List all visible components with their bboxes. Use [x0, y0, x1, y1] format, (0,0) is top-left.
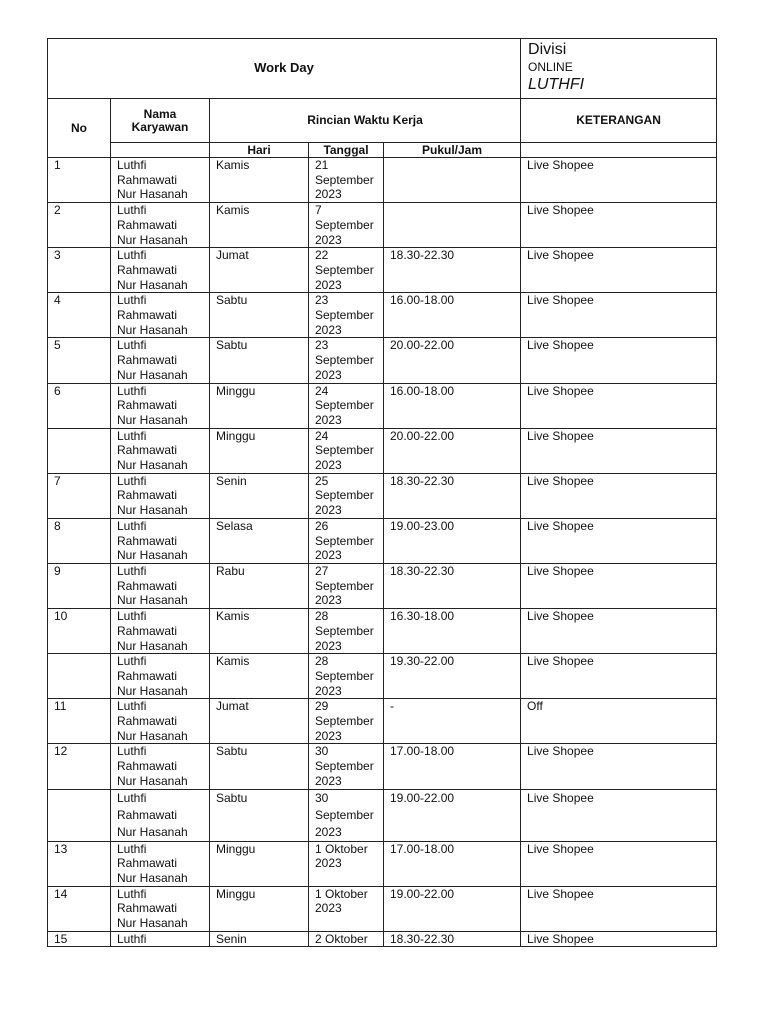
- row-name: [111, 699, 210, 744]
- row-tanggal-line: September: [315, 623, 374, 638]
- row-name-line: Luthfi: [117, 699, 147, 714]
- row-hari: Minggu: [210, 841, 309, 886]
- row-tanggal: [309, 338, 384, 383]
- row-tanggal-line: 24: [315, 428, 329, 443]
- row-pukul: 18.30-22.30: [384, 473, 521, 518]
- row-keterangan: Live Shopee: [521, 789, 717, 841]
- row-name-line: Nur Hasanah: [117, 503, 188, 518]
- row-name-line: Rahmawati: [117, 398, 178, 413]
- row-pukul: [384, 158, 521, 203]
- table-row: [48, 699, 717, 744]
- row-name-line: Luthfi: [117, 886, 147, 901]
- table-row: [48, 563, 717, 608]
- page-title: Work Day: [48, 39, 521, 99]
- row-hari: Kamis: [210, 203, 309, 248]
- row-no: 6: [48, 383, 111, 428]
- row-hari: Kamis: [210, 654, 309, 699]
- row-name: [111, 518, 210, 563]
- table-row: [48, 428, 717, 473]
- row-tanggal: [309, 789, 384, 841]
- row-hari: Sabtu: [210, 338, 309, 383]
- row-pukul: 19.00-22.00: [384, 789, 521, 841]
- row-name-line: Nur Hasanah: [117, 773, 188, 788]
- row-name-line: Luthfi: [117, 841, 147, 856]
- col-header-nama-blank: [111, 143, 210, 158]
- row-tanggal: [309, 699, 384, 744]
- row-keterangan: Live Shopee: [521, 654, 717, 699]
- row-name-line: Rahmawati: [117, 807, 178, 822]
- row-tanggal-line: 2023: [315, 683, 342, 698]
- row-tanggal-line: September: [315, 308, 374, 323]
- row-name-line: Luthfi: [117, 338, 147, 353]
- row-name-line: Nur Hasanah: [117, 322, 188, 337]
- row-tanggal-line: 2023: [315, 548, 342, 563]
- table-row: [48, 473, 717, 518]
- table-row: [48, 744, 717, 789]
- table-row: [48, 609, 717, 654]
- row-name-line: Rahmawati: [117, 578, 178, 593]
- row-tanggal-line: 2 Oktober: [315, 931, 368, 946]
- table-row: [48, 248, 717, 293]
- table-row: [48, 383, 717, 428]
- row-tanggal-line: September: [315, 578, 374, 593]
- row-no: [48, 428, 111, 473]
- table-row: [48, 338, 717, 383]
- row-name: [111, 789, 210, 841]
- row-name-line: Nur Hasanah: [117, 232, 188, 247]
- row-tanggal: [309, 518, 384, 563]
- row-pukul: 18.30-22.30: [384, 563, 521, 608]
- row-name: [111, 609, 210, 654]
- row-tanggal: [309, 383, 384, 428]
- row-tanggal-line: 25: [315, 473, 329, 488]
- table-row: [48, 293, 717, 338]
- col-header-tanggal: Tanggal: [309, 143, 384, 158]
- row-name-line: Rahmawati: [117, 901, 178, 916]
- row-tanggal-line: 2023: [315, 593, 342, 608]
- row-name-line: Rahmawati: [117, 353, 178, 368]
- row-tanggal-line: 7: [315, 203, 322, 218]
- row-no: [48, 789, 111, 841]
- row-keterangan: Live Shopee: [521, 744, 717, 789]
- row-keterangan: Live Shopee: [521, 473, 717, 518]
- row-name-line: Nur Hasanah: [117, 824, 188, 839]
- row-name-line: Luthfi: [117, 473, 147, 488]
- table-row: [48, 158, 717, 203]
- row-hari: Senin: [210, 931, 309, 947]
- row-tanggal-line: 24: [315, 383, 329, 398]
- row-hari: Rabu: [210, 563, 309, 608]
- table-row: [48, 841, 717, 886]
- row-hari: Sabtu: [210, 789, 309, 841]
- row-tanggal-line: September: [315, 714, 374, 729]
- row-tanggal: [309, 203, 384, 248]
- row-tanggal-line: 2023: [315, 277, 342, 292]
- row-tanggal-line: September: [315, 668, 374, 683]
- row-tanggal: [309, 744, 384, 789]
- row-no: 14: [48, 886, 111, 931]
- row-keterangan: Live Shopee: [521, 841, 717, 886]
- row-keterangan: Live Shopee: [521, 338, 717, 383]
- row-pukul: 19.00-22.00: [384, 886, 521, 931]
- row-tanggal-line: 2023: [315, 773, 342, 788]
- table-row: [48, 654, 717, 699]
- table-row: [48, 789, 717, 841]
- row-hari: Jumat: [210, 248, 309, 293]
- row-pukul: [384, 203, 521, 248]
- row-name-line: Luthfi: [117, 744, 147, 759]
- row-no: 5: [48, 338, 111, 383]
- row-hari: Kamis: [210, 158, 309, 203]
- row-no: 7: [48, 473, 111, 518]
- row-tanggal-line: 30: [315, 790, 329, 805]
- row-name-line: Nur Hasanah: [117, 593, 188, 608]
- row-hari: Selasa: [210, 518, 309, 563]
- row-tanggal-line: 26: [315, 518, 329, 533]
- row-tanggal: [309, 158, 384, 203]
- row-name-line: Nur Hasanah: [117, 728, 188, 743]
- row-pukul: 20.00-22.00: [384, 428, 521, 473]
- row-name-line: Luthfi: [117, 563, 147, 578]
- table-row: [48, 203, 717, 248]
- row-name-line: Nur Hasanah: [117, 638, 188, 653]
- row-no: 3: [48, 248, 111, 293]
- row-hari: Jumat: [210, 699, 309, 744]
- row-no: 12: [48, 744, 111, 789]
- row-tanggal-line: 2023: [315, 856, 342, 871]
- row-no: 8: [48, 518, 111, 563]
- row-name-line: Luthfi: [117, 158, 147, 172]
- row-no: 4: [48, 293, 111, 338]
- row-name-line: Nur Hasanah: [117, 916, 188, 931]
- col-header-no: No: [48, 99, 111, 158]
- row-tanggal: [309, 563, 384, 608]
- row-name: [111, 931, 210, 947]
- row-name-line: Nur Hasanah: [117, 548, 188, 563]
- row-tanggal-line: 23: [315, 293, 329, 308]
- row-name-line: Rahmawati: [117, 623, 178, 638]
- row-tanggal-line: 2023: [315, 322, 342, 337]
- row-name: [111, 886, 210, 931]
- row-pukul: 20.00-22.00: [384, 338, 521, 383]
- row-name: [111, 203, 210, 248]
- row-name-line: Luthfi: [117, 790, 147, 805]
- row-name-line: Luthfi: [117, 654, 147, 669]
- row-tanggal-line: September: [315, 217, 374, 232]
- row-tanggal-line: September: [315, 759, 374, 774]
- row-name-line: Luthfi: [117, 931, 147, 946]
- row-no: 10: [48, 609, 111, 654]
- row-name-line: Rahmawati: [117, 533, 178, 548]
- row-name: [111, 338, 210, 383]
- col-header-nama: Nama Karyawan: [111, 99, 210, 143]
- row-name-line: Luthfi: [117, 383, 147, 398]
- row-tanggal-line: 2023: [315, 824, 342, 839]
- row-name-line: Luthfi: [117, 203, 147, 218]
- row-name-line: Rahmawati: [117, 488, 178, 503]
- row-pukul: 18.30-22.30: [384, 931, 521, 947]
- row-name: [111, 563, 210, 608]
- row-no: 1: [48, 158, 111, 203]
- row-tanggal-line: September: [315, 443, 374, 458]
- col-header-hari: Hari: [210, 143, 309, 158]
- row-tanggal: [309, 931, 384, 947]
- row-name-line: Rahmawati: [117, 172, 178, 187]
- divisi-value: ONLINE: [528, 60, 573, 74]
- row-tanggal-line: 22: [315, 248, 329, 263]
- row-keterangan: Live Shopee: [521, 931, 717, 947]
- row-tanggal-line: 28: [315, 654, 329, 669]
- row-pukul: 18.30-22.30: [384, 248, 521, 293]
- row-pukul: 17.00-18.00: [384, 744, 521, 789]
- row-tanggal-line: 1 Oktober: [315, 841, 368, 856]
- row-tanggal: [309, 841, 384, 886]
- person-name: LUTHFI: [528, 76, 585, 93]
- row-pukul: 16.00-18.00: [384, 293, 521, 338]
- divisi-cell: [521, 39, 717, 99]
- row-hari: Minggu: [210, 383, 309, 428]
- row-keterangan: Live Shopee: [521, 563, 717, 608]
- row-tanggal-line: 29: [315, 699, 329, 714]
- row-tanggal-line: 2023: [315, 412, 342, 427]
- row-name-line: Luthfi: [117, 248, 147, 263]
- row-tanggal-line: 30: [315, 744, 329, 759]
- row-tanggal-line: 2023: [315, 232, 342, 247]
- row-tanggal-line: 2023: [315, 367, 342, 382]
- col-header-ket-blank: [521, 143, 717, 158]
- row-pukul: 19.30-22.00: [384, 654, 521, 699]
- row-tanggal-line: 1 Oktober: [315, 886, 368, 901]
- row-tanggal-line: 2023: [315, 187, 342, 202]
- row-name-line: Luthfi: [117, 609, 147, 624]
- row-no: 9: [48, 563, 111, 608]
- row-tanggal-line: 2023: [315, 901, 342, 916]
- row-tanggal-line: September: [315, 533, 374, 548]
- row-tanggal: [309, 428, 384, 473]
- row-tanggal-line: September: [315, 807, 374, 822]
- row-name: [111, 158, 210, 203]
- row-name: [111, 248, 210, 293]
- row-tanggal: [309, 654, 384, 699]
- work-day-table: [47, 38, 717, 947]
- row-name-line: Nur Hasanah: [117, 187, 188, 202]
- row-no: 15: [48, 931, 111, 947]
- row-name-line: Nur Hasanah: [117, 458, 188, 473]
- row-pukul: 17.00-18.00: [384, 841, 521, 886]
- row-name-line: Rahmawati: [117, 217, 178, 232]
- row-name: [111, 744, 210, 789]
- row-name: [111, 841, 210, 886]
- row-tanggal: [309, 473, 384, 518]
- row-tanggal-line: 27: [315, 563, 329, 578]
- row-keterangan: Live Shopee: [521, 609, 717, 654]
- row-no: 2: [48, 203, 111, 248]
- col-header-pukul: Pukul/Jam: [384, 143, 521, 158]
- row-no: [48, 654, 111, 699]
- row-hari: Senin: [210, 473, 309, 518]
- row-keterangan: Live Shopee: [521, 383, 717, 428]
- row-pukul: 16.00-18.00: [384, 383, 521, 428]
- row-name-line: Rahmawati: [117, 308, 178, 323]
- row-tanggal-line: 2023: [315, 503, 342, 518]
- table-row: [48, 931, 717, 947]
- row-tanggal-line: September: [315, 398, 374, 413]
- row-hari: Sabtu: [210, 744, 309, 789]
- col-header-rincian: Rincian Waktu Kerja: [210, 99, 521, 143]
- row-name: [111, 293, 210, 338]
- row-name-line: Rahmawati: [117, 759, 178, 774]
- row-no: 13: [48, 841, 111, 886]
- row-name: [111, 473, 210, 518]
- row-keterangan: Live Shopee: [521, 293, 717, 338]
- row-tanggal: [309, 293, 384, 338]
- row-tanggal-line: September: [315, 353, 374, 368]
- table-row: [48, 518, 717, 563]
- row-hari: Kamis: [210, 609, 309, 654]
- row-tanggal-line: September: [315, 488, 374, 503]
- row-name-line: Rahmawati: [117, 714, 178, 729]
- row-name: [111, 654, 210, 699]
- row-name: [111, 383, 210, 428]
- row-keterangan: Live Shopee: [521, 428, 717, 473]
- row-name: [111, 428, 210, 473]
- row-hari: Sabtu: [210, 293, 309, 338]
- col-header-keterangan: KETERANGAN: [521, 99, 717, 143]
- row-keterangan: Live Shopee: [521, 158, 717, 203]
- row-pukul: -: [384, 699, 521, 744]
- row-name-line: Rahmawati: [117, 668, 178, 683]
- table-body: [48, 158, 717, 947]
- row-name-line: Luthfi: [117, 518, 147, 533]
- row-keterangan: Live Shopee: [521, 203, 717, 248]
- row-tanggal-line: September: [315, 172, 374, 187]
- row-pukul: 19.00-23.00: [384, 518, 521, 563]
- row-name-line: Nur Hasanah: [117, 683, 188, 698]
- divisi-label: Divisi: [528, 41, 567, 58]
- row-tanggal-line: 21: [315, 158, 329, 172]
- row-name-line: Rahmawati: [117, 443, 178, 458]
- row-tanggal: [309, 248, 384, 293]
- row-hari: Minggu: [210, 428, 309, 473]
- row-name-line: Nur Hasanah: [117, 367, 188, 382]
- row-tanggal-line: 2023: [315, 728, 342, 743]
- row-name-line: Nur Hasanah: [117, 277, 188, 292]
- row-pukul: 16.30-18.00: [384, 609, 521, 654]
- row-tanggal-line: 2023: [315, 458, 342, 473]
- row-tanggal-line: 28: [315, 609, 329, 624]
- row-hari: Minggu: [210, 886, 309, 931]
- row-tanggal: [309, 609, 384, 654]
- row-name-line: Rahmawati: [117, 856, 178, 871]
- row-keterangan: Live Shopee: [521, 248, 717, 293]
- row-name-line: Luthfi: [117, 428, 147, 443]
- row-tanggal: [309, 886, 384, 931]
- table-row: [48, 886, 717, 931]
- row-keterangan: Off: [521, 699, 717, 744]
- row-keterangan: Live Shopee: [521, 518, 717, 563]
- row-tanggal-line: 2023: [315, 638, 342, 653]
- row-no: 11: [48, 699, 111, 744]
- row-name-line: Rahmawati: [117, 262, 178, 277]
- row-tanggal-line: 23: [315, 338, 329, 353]
- row-tanggal-line: September: [315, 262, 374, 277]
- row-name-line: Nur Hasanah: [117, 870, 188, 885]
- row-keterangan: Live Shopee: [521, 886, 717, 931]
- row-name-line: Nur Hasanah: [117, 412, 188, 427]
- row-name-line: Luthfi: [117, 293, 147, 308]
